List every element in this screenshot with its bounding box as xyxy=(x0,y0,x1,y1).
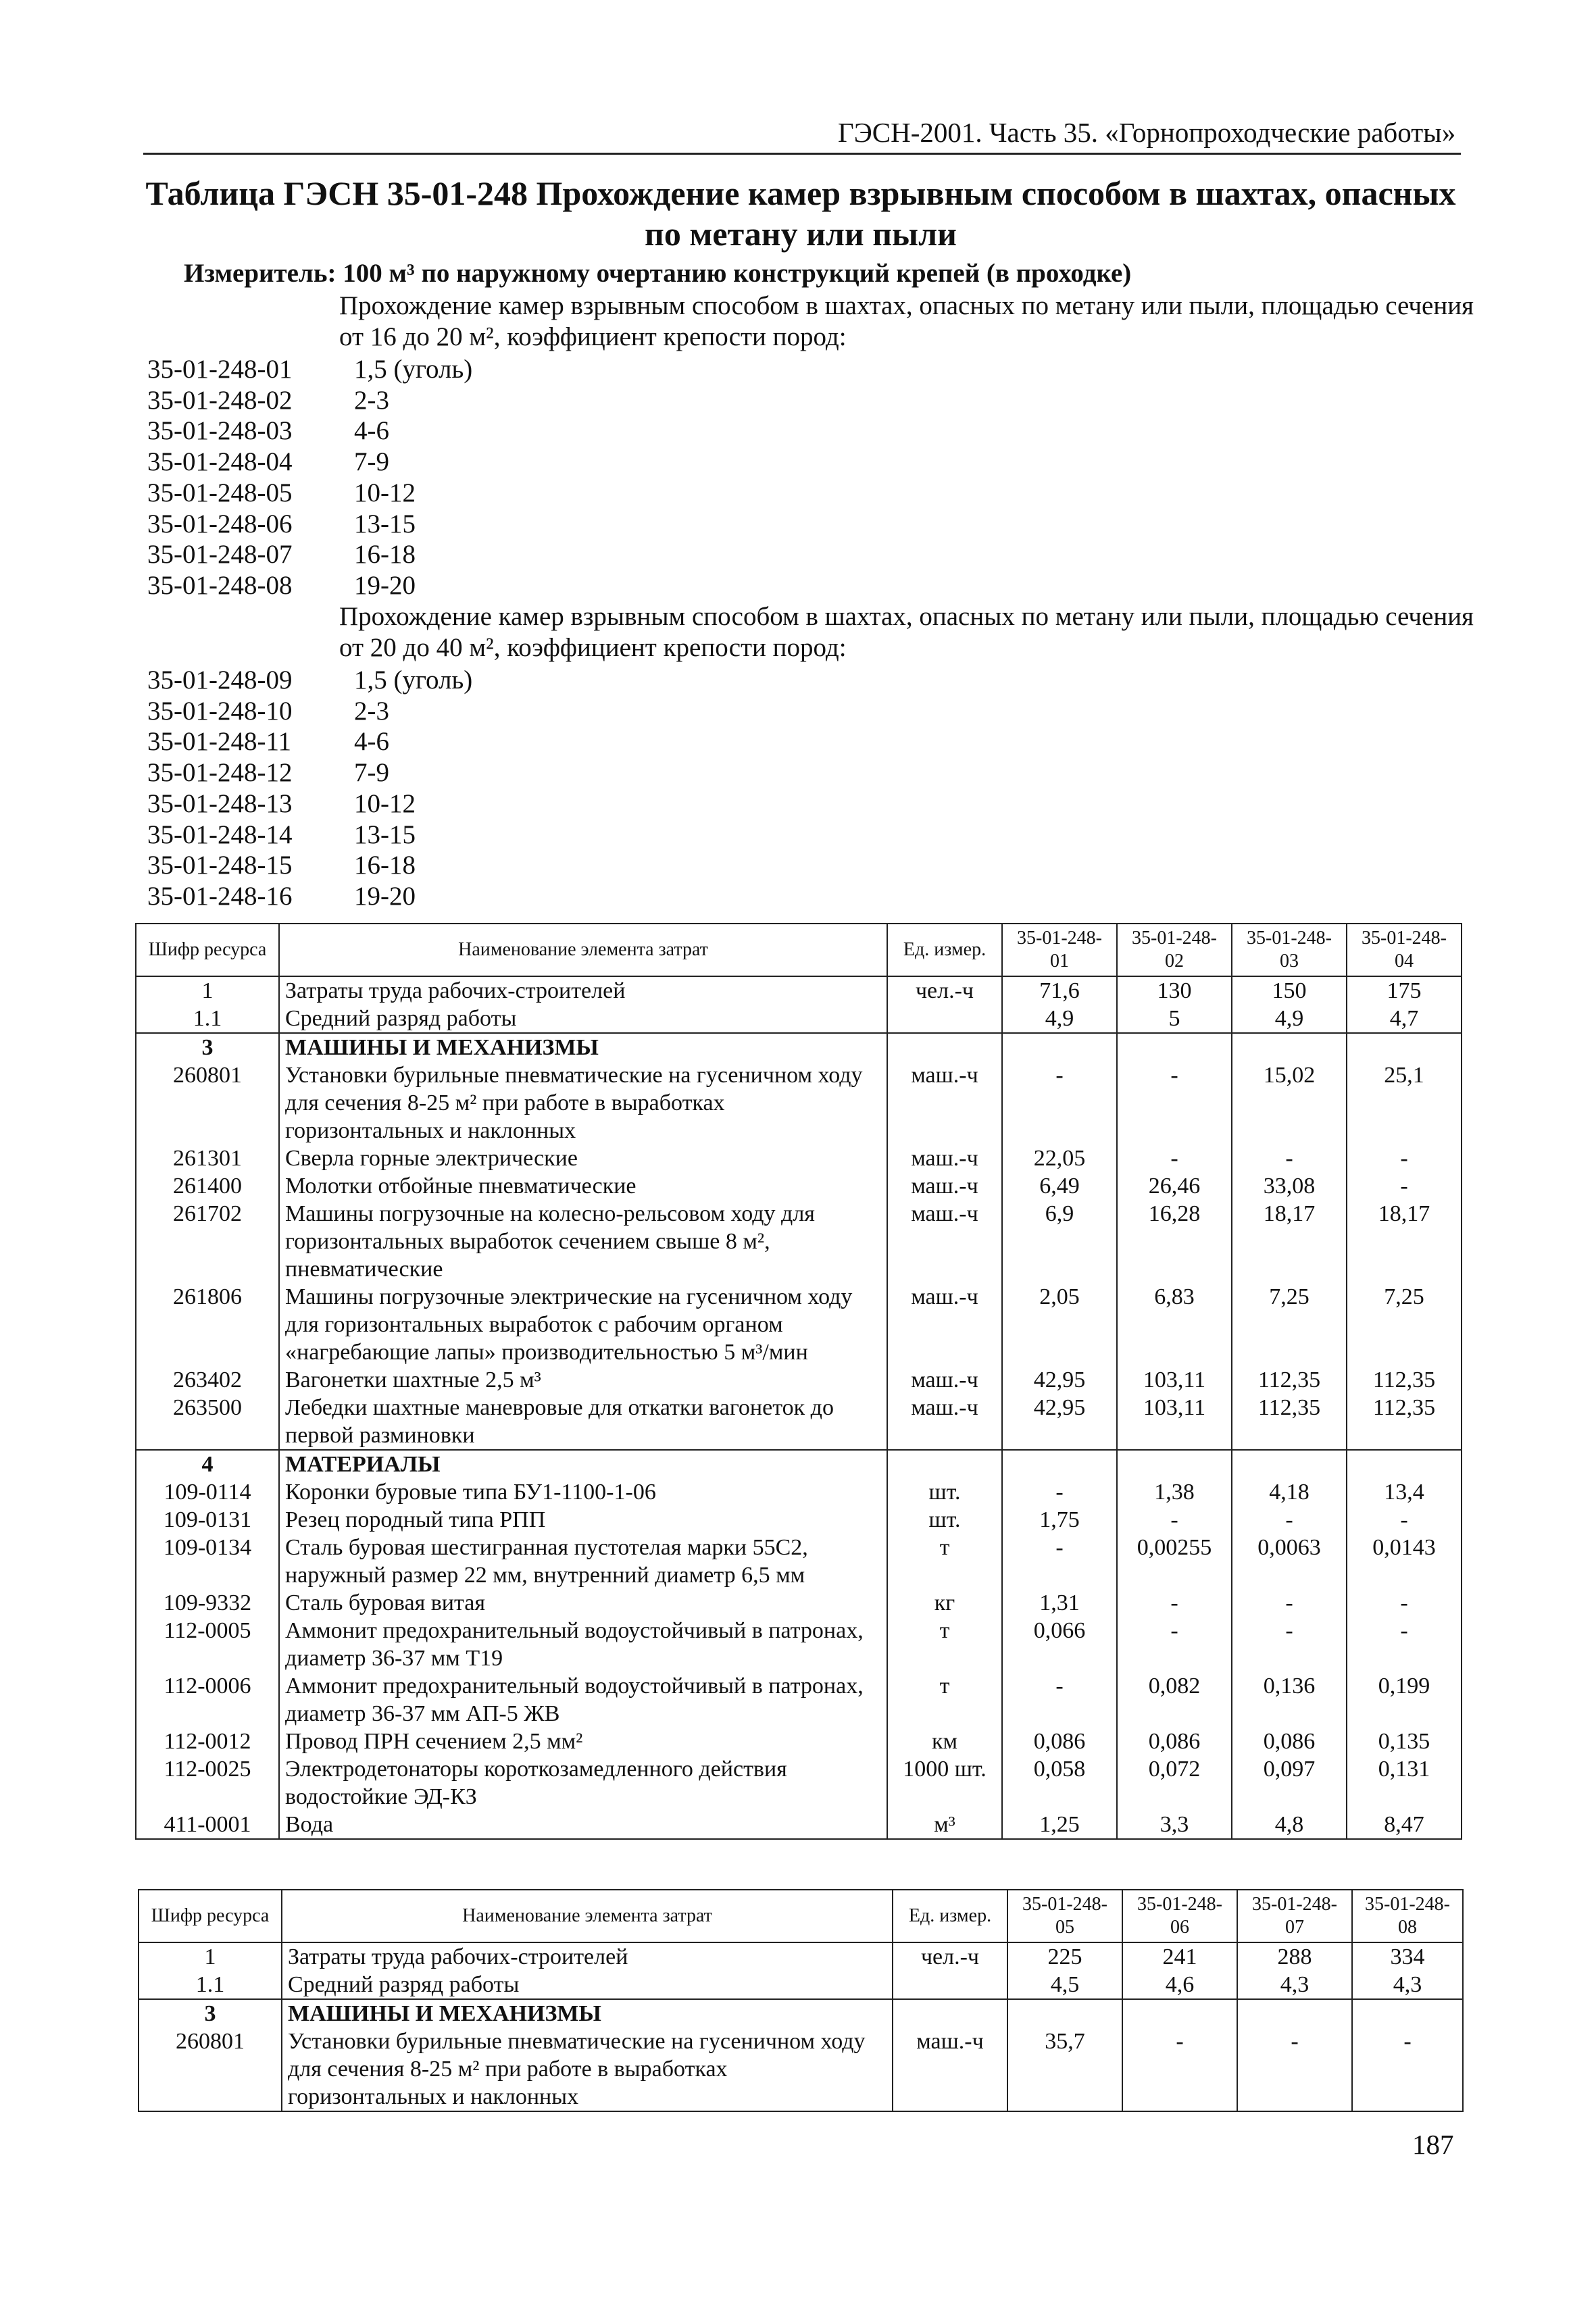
norm-value: 1,31 xyxy=(1002,1589,1117,1617)
norm-value xyxy=(1232,1450,1347,1478)
table-row xyxy=(136,1755,1462,1811)
measure-unit-cell: 1000 шт. xyxy=(887,1755,1002,1811)
norm-value: - xyxy=(1002,1672,1117,1728)
resource-code: 411-0001 xyxy=(136,1811,279,1839)
column-header: Ед. измер. xyxy=(887,924,1002,976)
norm-value: - xyxy=(1232,1506,1347,1534)
measure-unit-cell: чел.-ч xyxy=(887,976,1002,1005)
table-row xyxy=(139,1942,1463,1971)
norm-value: 7,25 xyxy=(1347,1283,1462,1366)
code-list-item xyxy=(147,788,472,820)
norm-value: 150 xyxy=(1232,976,1347,1005)
norm-value: 0,066 xyxy=(1002,1617,1117,1672)
code-list-item xyxy=(147,881,472,912)
code-list-item xyxy=(147,850,472,881)
norm-value: 35,7 xyxy=(1007,2028,1122,2111)
norm-value xyxy=(1352,1999,1463,2028)
resource-code: 260801 xyxy=(139,2028,282,2111)
norm-value: - xyxy=(1117,1589,1232,1617)
table-row xyxy=(136,1589,1462,1617)
norm-value xyxy=(1002,1450,1117,1478)
cost-element-name: Аммонит предохранительный водоустойчивый в патронах, диаметр 36-37 мм АП-5 ЖВ xyxy=(279,1672,887,1728)
cost-element-name: Установки бурильные пневматические на гусеничном ходу для сечения 8-25 м² при работе в выработках горизонтальных и наклонных xyxy=(282,2028,893,2111)
norm-value: 3,3 xyxy=(1117,1811,1232,1839)
table-row xyxy=(136,1811,1462,1839)
measure-unit-cell xyxy=(893,1971,1007,1999)
resource-code: 109-0134 xyxy=(136,1534,279,1589)
resource-code: 109-0114 xyxy=(136,1478,279,1506)
norm-value xyxy=(1007,1999,1122,2028)
column-header: 35-01-248-08 xyxy=(1352,1890,1463,1942)
norm-value: 0,097 xyxy=(1232,1755,1347,1811)
rock-hardness: 19-20 xyxy=(354,881,416,911)
norm-value: 33,08 xyxy=(1232,1172,1347,1200)
cost-element-name: Средний разряд работы xyxy=(282,1971,893,1999)
resource-code: 261301 xyxy=(136,1145,279,1172)
measure-unit-cell: маш.-ч xyxy=(887,1283,1002,1366)
measure-unit: Измеритель: 100 м³ по наружному очертанию конструкций крепей (в проходке) xyxy=(184,259,1132,288)
rock-hardness: 13-15 xyxy=(354,509,416,538)
norm-value: 15,02 xyxy=(1232,1061,1347,1145)
page-title xyxy=(135,173,1466,254)
cost-element-name: Лебедки шахтные маневровые для откатки вагонеток до первой разминовки xyxy=(279,1394,887,1450)
norm-code: 35-01-248-02 xyxy=(147,385,293,415)
resource-code: 260801 xyxy=(136,1061,279,1145)
table-row xyxy=(139,2028,1463,2111)
measure-unit-cell: т xyxy=(887,1617,1002,1672)
norm-value: 0,086 xyxy=(1117,1728,1232,1755)
rock-hardness: 2-3 xyxy=(354,385,389,415)
cost-element-name: Аммонит предохранительный водоустойчивый в патронах, диаметр 36-37 мм Т19 xyxy=(279,1617,887,1672)
norm-value: - xyxy=(1347,1617,1462,1672)
norm-value: 0,135 xyxy=(1347,1728,1462,1755)
norm-value: 25,1 xyxy=(1347,1061,1462,1145)
norm-value: - xyxy=(1117,1617,1232,1672)
cost-element-name: Затраты труда рабочих-строителей xyxy=(282,1942,893,1971)
column-header: Ед. измер. xyxy=(893,1890,1007,1942)
norm-value: 8,47 xyxy=(1347,1811,1462,1839)
resource-code: 109-0131 xyxy=(136,1506,279,1534)
resource-code: 263500 xyxy=(136,1394,279,1450)
cost-element-name: Вагонетки шахтные 2,5 м³ xyxy=(279,1366,887,1394)
table-row xyxy=(136,1005,1462,1033)
norm-value: - xyxy=(1237,2028,1352,2111)
measure-unit-cell xyxy=(887,1005,1002,1033)
resource-code: 112-0025 xyxy=(136,1755,279,1811)
rock-hardness: 7-9 xyxy=(354,758,389,788)
norm-value: 4,5 xyxy=(1007,1971,1122,1999)
norm-value: - xyxy=(1232,1589,1347,1617)
column-header: 35-01-248-04 xyxy=(1347,924,1462,976)
running-header: ГЭСН-2001. Часть 35. «Горнопроходческие работы» xyxy=(838,117,1456,148)
norm-value: 4,9 xyxy=(1232,1005,1347,1033)
norm-value: 288 xyxy=(1237,1942,1352,1971)
code-list-item xyxy=(147,478,472,509)
table-row xyxy=(136,1728,1462,1755)
column-header: Наименование элемента затрат xyxy=(279,924,887,976)
norm-value: 4,9 xyxy=(1002,1005,1117,1033)
norm-value: - xyxy=(1232,1145,1347,1172)
measure-unit-cell: км xyxy=(887,1728,1002,1755)
measure-unit-cell: чел.-ч xyxy=(893,1942,1007,1971)
resource-table-1 xyxy=(135,923,1462,1840)
norm-value: 112,35 xyxy=(1347,1366,1462,1394)
rock-hardness: 7-9 xyxy=(354,447,389,477)
norm-value xyxy=(1347,1033,1462,1061)
measure-unit-cell xyxy=(887,1450,1002,1478)
cost-element-name: МАШИНЫ И МЕХАНИЗМЫ xyxy=(282,1999,893,2028)
norm-code: 35-01-248-11 xyxy=(147,727,292,757)
header-rule xyxy=(143,153,1461,155)
table-row xyxy=(136,1033,1462,1061)
norm-value: 103,11 xyxy=(1117,1394,1232,1450)
resource-code: 3 xyxy=(136,1033,279,1061)
rock-hardness: 16-18 xyxy=(354,540,416,570)
cost-element-name: Коронки буровые типа БУ1-1100-1-06 xyxy=(279,1478,887,1506)
norm-value: 13,4 xyxy=(1347,1478,1462,1506)
norm-code: 35-01-248-05 xyxy=(147,478,293,507)
norm-code: 35-01-248-06 xyxy=(147,509,293,538)
norm-value: - xyxy=(1347,1145,1462,1172)
resource-code: 109-9332 xyxy=(136,1589,279,1617)
rock-hardness: 1,5 (уголь) xyxy=(354,665,473,695)
norm-value: 0,136 xyxy=(1232,1672,1347,1728)
group2-code-list xyxy=(147,665,472,912)
norm-value: - xyxy=(1347,1506,1462,1534)
norm-value: 241 xyxy=(1122,1942,1237,1971)
norm-value: 4,18 xyxy=(1232,1478,1347,1506)
norm-code: 35-01-248-08 xyxy=(147,570,293,600)
title-line-2: по метану или пыли xyxy=(645,215,957,253)
resource-code: 263402 xyxy=(136,1366,279,1394)
measure-unit-cell: шт. xyxy=(887,1506,1002,1534)
norm-value: 0,072 xyxy=(1117,1755,1232,1811)
measure-unit-cell: м³ xyxy=(887,1811,1002,1839)
cost-element-name: Установки бурильные пневматические на гусеничном ходу для сечения 8-25 м² при работе в выработках горизонтальных и наклонных xyxy=(279,1061,887,1145)
norm-value: 0,131 xyxy=(1347,1755,1462,1811)
norm-value: 5 xyxy=(1117,1005,1232,1033)
norm-value: - xyxy=(1352,2028,1463,2111)
column-header: 35-01-248-06 xyxy=(1122,1890,1237,1942)
norm-code: 35-01-248-14 xyxy=(147,820,293,849)
norm-code: 35-01-248-09 xyxy=(147,665,293,695)
norm-code: 35-01-248-12 xyxy=(147,758,293,788)
rock-hardness: 16-18 xyxy=(354,851,416,880)
measure-unit-cell: кг xyxy=(887,1589,1002,1617)
resource-code: 112-0006 xyxy=(136,1672,279,1728)
norm-value: 1,25 xyxy=(1002,1811,1117,1839)
resource-code: 112-0005 xyxy=(136,1617,279,1672)
norm-value: - xyxy=(1002,1478,1117,1506)
table-row xyxy=(136,1672,1462,1728)
resource-code: 4 xyxy=(136,1450,279,1478)
cost-element-name: Вода xyxy=(279,1811,887,1839)
norm-value: 4,7 xyxy=(1347,1005,1462,1033)
norm-value: 1,38 xyxy=(1117,1478,1232,1506)
norm-value xyxy=(1232,1033,1347,1061)
norm-value: 112,35 xyxy=(1232,1366,1347,1394)
norm-value: 175 xyxy=(1347,976,1462,1005)
measure-unit-cell: маш.-ч xyxy=(887,1200,1002,1283)
norm-value: - xyxy=(1232,1617,1347,1672)
norm-value xyxy=(1237,1999,1352,2028)
norm-value: - xyxy=(1117,1506,1232,1534)
norm-value: 18,17 xyxy=(1347,1200,1462,1283)
table-row xyxy=(136,1283,1462,1366)
rock-hardness: 4-6 xyxy=(354,727,389,757)
rock-hardness: 4-6 xyxy=(354,416,389,446)
cost-element-name: Средний разряд работы xyxy=(279,1005,887,1033)
norm-value: 130 xyxy=(1117,976,1232,1005)
table-row xyxy=(136,976,1462,1005)
cost-element-name: Сталь буровая витая xyxy=(279,1589,887,1617)
norm-value: 16,28 xyxy=(1117,1200,1232,1283)
cost-element-name: МАШИНЫ И МЕХАНИЗМЫ xyxy=(279,1033,887,1061)
resource-code: 1.1 xyxy=(139,1971,282,1999)
norm-value: 225 xyxy=(1007,1942,1122,1971)
norm-code: 35-01-248-15 xyxy=(147,851,293,880)
norm-value: - xyxy=(1002,1061,1117,1145)
norm-value: 4,3 xyxy=(1352,1971,1463,1999)
norm-value: - xyxy=(1002,1534,1117,1589)
rock-hardness: 13-15 xyxy=(354,820,416,849)
resource-code: 3 xyxy=(139,1999,282,2028)
norm-value xyxy=(1117,1033,1232,1061)
code-list-item xyxy=(147,539,472,570)
column-header: 35-01-248-03 xyxy=(1232,924,1347,976)
code-list-item xyxy=(147,416,472,447)
norm-value: 18,17 xyxy=(1232,1200,1347,1283)
measure-unit-cell: маш.-ч xyxy=(887,1366,1002,1394)
column-header: Шифр ресурса xyxy=(139,1890,282,1942)
norm-value: 42,95 xyxy=(1002,1366,1117,1394)
norm-code: 35-01-248-01 xyxy=(147,355,293,384)
norm-value: 103,11 xyxy=(1117,1366,1232,1394)
cost-element-name: МАТЕРИАЛЫ xyxy=(279,1450,887,1478)
resource-code: 1 xyxy=(139,1942,282,1971)
norm-value: 71,6 xyxy=(1002,976,1117,1005)
table-row xyxy=(136,1617,1462,1672)
table-row xyxy=(136,1145,1462,1172)
norm-value: 42,95 xyxy=(1002,1394,1117,1450)
resource-code: 112-0012 xyxy=(136,1728,279,1755)
norm-value: 112,35 xyxy=(1232,1394,1347,1450)
norm-code: 35-01-248-03 xyxy=(147,416,293,446)
cost-element-name: Сверла горные электрические xyxy=(279,1145,887,1172)
resource-code: 1.1 xyxy=(136,1005,279,1033)
norm-value: 1,75 xyxy=(1002,1506,1117,1534)
table-row xyxy=(139,1999,1463,2028)
code-list-item xyxy=(147,447,472,478)
measure-unit-cell: маш.-ч xyxy=(887,1145,1002,1172)
norm-value: 0,0063 xyxy=(1232,1534,1347,1589)
norm-value: 0,082 xyxy=(1117,1672,1232,1728)
resource-code: 261702 xyxy=(136,1200,279,1283)
norm-value xyxy=(1122,1999,1237,2028)
code-list-item xyxy=(147,696,472,727)
table-row xyxy=(136,1506,1462,1534)
norm-value: 0,086 xyxy=(1002,1728,1117,1755)
norm-value: 6,49 xyxy=(1002,1172,1117,1200)
resource-code: 1 xyxy=(136,976,279,1005)
measure-unit-cell: маш.-ч xyxy=(887,1394,1002,1450)
code-list-item xyxy=(147,509,472,540)
rock-hardness: 10-12 xyxy=(354,478,416,507)
norm-value: 4,8 xyxy=(1232,1811,1347,1839)
norm-value: - xyxy=(1117,1061,1232,1145)
table-row xyxy=(136,1366,1462,1394)
measure-unit-cell: маш.-ч xyxy=(887,1172,1002,1200)
resource-table-2 xyxy=(138,1889,1464,2112)
page-number: 187 xyxy=(1412,2129,1454,2160)
norm-value: 2,05 xyxy=(1002,1283,1117,1366)
norm-code: 35-01-248-07 xyxy=(147,540,293,570)
code-list-item xyxy=(147,665,472,696)
group2-intro: Прохождение камер взрывным способом в шахтах, опасных по метану или пыли, площадью сечения от 20 до 40 м², коэффициент крепости пород: xyxy=(339,602,1474,662)
table-row xyxy=(139,1971,1463,1999)
norm-value: 22,05 xyxy=(1002,1145,1117,1172)
table-row xyxy=(136,1394,1462,1450)
norm-value: 334 xyxy=(1352,1942,1463,1971)
column-header: 35-01-248-07 xyxy=(1237,1890,1352,1942)
measure-unit-cell: т xyxy=(887,1672,1002,1728)
cost-element-name: Молотки отбойные пневматические xyxy=(279,1172,887,1200)
norm-value: 0,199 xyxy=(1347,1672,1462,1728)
code-list-item xyxy=(147,385,472,416)
measure-unit-cell: т xyxy=(887,1534,1002,1589)
column-header: 35-01-248-01 xyxy=(1002,924,1117,976)
norm-code: 35-01-248-04 xyxy=(147,447,293,477)
norm-value: 4,3 xyxy=(1237,1971,1352,1999)
cost-element-name: Провод ПРН сечением 2,5 мм² xyxy=(279,1728,887,1755)
group1-intro: Прохождение камер взрывным способом в шахтах, опасных по метану или пыли, площадью сечения от 16 до 20 м², коэффициент крепости пород: xyxy=(339,291,1474,351)
norm-code: 35-01-248-10 xyxy=(147,696,293,726)
cost-element-name: Сталь буровая шестигранная пустотелая марки 55С2, наружный размер 22 мм, внутренний диаметр 6,5 мм xyxy=(279,1534,887,1589)
title-line-1: Таблица ГЭСН 35-01-248 Прохождение камер взрывным способом в шахтах, опасных xyxy=(145,174,1456,212)
table-row xyxy=(136,1172,1462,1200)
cost-element-name: Затраты труда рабочих-строителей xyxy=(279,976,887,1005)
measure-unit-cell: маш.-ч xyxy=(887,1061,1002,1145)
measure-unit-cell: маш.-ч xyxy=(893,2028,1007,2111)
table-row xyxy=(136,1061,1462,1145)
rock-hardness: 2-3 xyxy=(354,696,389,726)
column-header: 35-01-248-02 xyxy=(1117,924,1232,976)
norm-value: - xyxy=(1117,1145,1232,1172)
cost-element-name: Резец породный типа РПП xyxy=(279,1506,887,1534)
column-header: Наименование элемента затрат xyxy=(282,1890,893,1942)
code-list-item xyxy=(147,757,472,788)
norm-value: - xyxy=(1347,1172,1462,1200)
cost-element-name: Машины погрузочные на колесно-рельсовом ходу для горизонтальных выработок сечением свыше 8 м², пневматические xyxy=(279,1200,887,1283)
table-row xyxy=(136,1534,1462,1589)
norm-value: 26,46 xyxy=(1117,1172,1232,1200)
code-list-item xyxy=(147,570,472,601)
group1-code-list xyxy=(147,354,472,601)
norm-value xyxy=(1117,1450,1232,1478)
measure-unit-cell xyxy=(887,1033,1002,1061)
cost-element-name: Электродетонаторы короткозамедленного действия водостойкие ЭД-КЗ xyxy=(279,1755,887,1811)
table-row xyxy=(136,1478,1462,1506)
norm-value: 112,35 xyxy=(1347,1394,1462,1450)
norm-value: 6,9 xyxy=(1002,1200,1117,1283)
rock-hardness: 1,5 (уголь) xyxy=(354,355,473,384)
cost-element-name: Машины погрузочные электрические на гусеничном ходу для горизонтальных выработок с рабочим органом «нагребающие лапы» производительностью 5 м³/мин xyxy=(279,1283,887,1366)
table-row xyxy=(136,1450,1462,1478)
code-list-item xyxy=(147,726,472,757)
norm-value: 0,00255 xyxy=(1117,1534,1232,1589)
norm-value xyxy=(1002,1033,1117,1061)
norm-value: 6,83 xyxy=(1117,1283,1232,1366)
column-header: Шифр ресурса xyxy=(136,924,279,976)
table-row xyxy=(136,1200,1462,1283)
norm-code: 35-01-248-13 xyxy=(147,788,293,818)
norm-value: - xyxy=(1347,1589,1462,1617)
norm-value: 0,086 xyxy=(1232,1728,1347,1755)
norm-value: - xyxy=(1122,2028,1237,2111)
norm-value: 0,0143 xyxy=(1347,1534,1462,1589)
norm-value xyxy=(1347,1450,1462,1478)
norm-value: 0,058 xyxy=(1002,1755,1117,1811)
rock-hardness: 19-20 xyxy=(354,570,416,600)
resource-code: 261400 xyxy=(136,1172,279,1200)
norm-code: 35-01-248-16 xyxy=(147,881,293,911)
measure-unit-cell xyxy=(893,1999,1007,2028)
rock-hardness: 10-12 xyxy=(354,788,416,818)
norm-value: 7,25 xyxy=(1232,1283,1347,1366)
measure-unit-cell: шт. xyxy=(887,1478,1002,1506)
code-list-item xyxy=(147,354,472,385)
resource-code: 261806 xyxy=(136,1283,279,1366)
code-list-item xyxy=(147,820,472,851)
column-header: 35-01-248-05 xyxy=(1007,1890,1122,1942)
norm-value: 4,6 xyxy=(1122,1971,1237,1999)
